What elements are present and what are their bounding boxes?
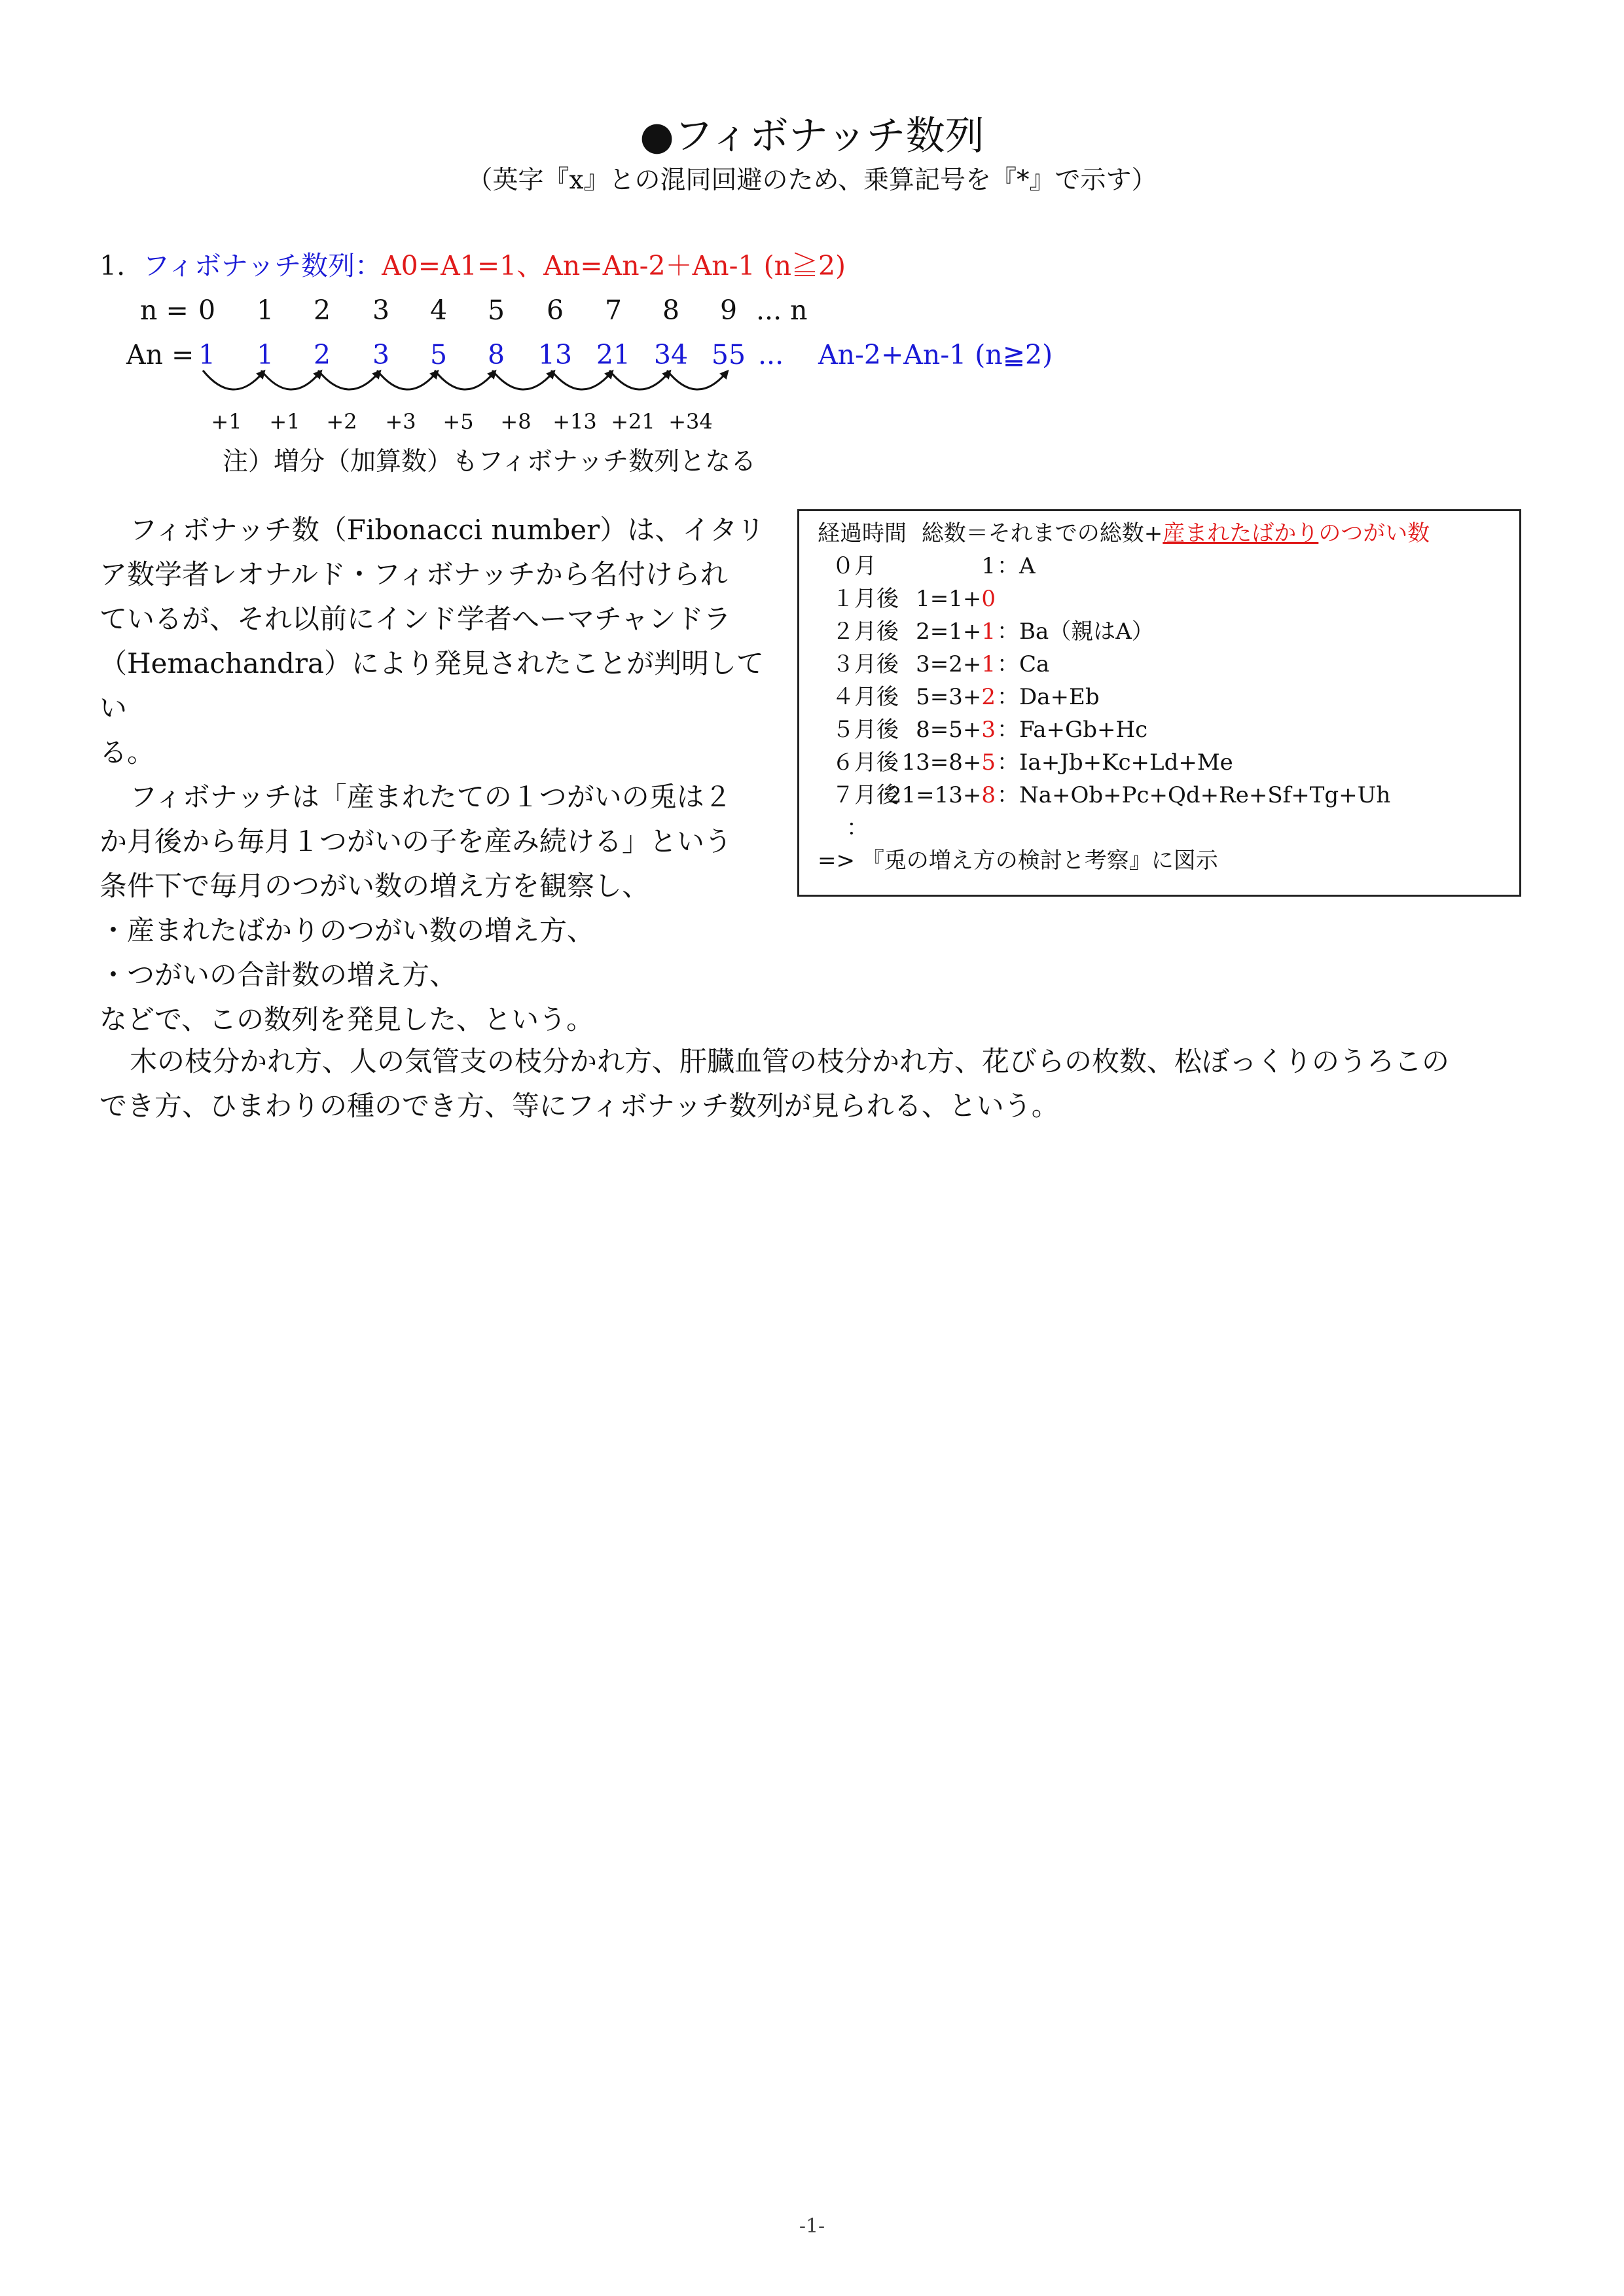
paragraph-origin-line: ア数学者レオナルド・フィボナッチから名付けられ — [99, 558, 728, 590]
box-row-total: 3=2+ — [916, 651, 982, 677]
paragraph-origin — [99, 508, 774, 1042]
an-value: 5 — [429, 339, 448, 370]
section-label: フィボナッチ数列： — [143, 250, 382, 281]
page-subtitle: （英字『x』との混同回避のため、乗算記号を『*』で示す） — [467, 166, 1157, 195]
paragraph-origin-line: ているが、それ以前にインド学者へーマチャンドラ — [99, 603, 731, 635]
box-row-new: 0 — [981, 586, 996, 612]
box-row-total: 13=8+ — [901, 749, 982, 776]
an-row-ellipsis: ... — [758, 339, 784, 370]
box-header-time: 経過時間 — [818, 520, 907, 547]
box-header-total: 総数＝それまでの総数+ — [921, 520, 1163, 547]
box-row-detail: ：Ia+Jb+Kc+Ld+Me — [997, 749, 1233, 776]
an-value: 34 — [653, 339, 689, 370]
box-row-total: 8=5+ — [916, 717, 982, 743]
n-value: 7 — [604, 295, 623, 326]
an-value: 55 — [711, 339, 746, 370]
box-row-new: 1 — [981, 619, 996, 645]
box-footer: => 『兎の増え方の検討と考察』に図示 — [818, 848, 1218, 874]
n-value: 6 — [546, 295, 564, 326]
page-number: -1- — [799, 2215, 825, 2238]
n-value: 0 — [198, 295, 216, 326]
rabbit-table-box — [797, 509, 1521, 897]
section-heading — [99, 247, 846, 284]
paragraph-rabbit-line: フィボナッチは「産まれたての１つがいの兎は２ — [130, 781, 732, 813]
box-row-detail: ：Da+Eb — [997, 684, 1100, 710]
box-row-month: ２月後 — [832, 619, 899, 645]
box-row-total: 5=3+ — [916, 684, 982, 710]
box-row-equation — [888, 780, 996, 811]
page-title: ●フィボナッチ数列 — [640, 113, 984, 159]
box-row-new: 8 — [981, 782, 996, 808]
box-row-equation — [916, 714, 996, 745]
paragraph-origin-line: る。 — [99, 736, 155, 768]
an-value: 1 — [198, 339, 216, 370]
box-row-new: 2 — [981, 684, 996, 710]
box-row-month: １月後 — [832, 586, 899, 612]
increment-value: +34 — [668, 409, 713, 434]
paragraph-rabbit-line: などで、この数列を発見した、という。 — [99, 1003, 594, 1035]
box-row-equation — [916, 681, 996, 713]
an-row-label: An = — [126, 339, 194, 370]
box-header-new: 産まれたばかり — [1163, 520, 1319, 547]
box-row-month: ５月後 — [832, 717, 899, 743]
box-row-month: ３月後 — [832, 651, 899, 677]
box-row-detail: ：Fa+Gb+Hc — [997, 717, 1148, 743]
paragraph-nature-line: でき方、ひまわりの種のでき方、等にフィボナッチ数列が見られる、という。 — [99, 1090, 1059, 1122]
box-row-detail: ：A — [997, 553, 1036, 579]
increment-arc — [203, 370, 262, 389]
an-value: 2 — [313, 339, 331, 370]
increment-arc — [318, 370, 378, 389]
box-row-equation — [916, 583, 996, 615]
paragraph-origin-line: （Hemachandra）により発見されたことが判明してい — [99, 647, 765, 724]
n-value: 9 — [719, 295, 738, 326]
increment-value: +5 — [442, 409, 474, 434]
paragraph-rabbit-line: 条件下で毎月のつがい数の増え方を観察し、 — [99, 870, 650, 902]
increment-arcs — [0, 367, 785, 412]
n-value: 5 — [487, 295, 505, 326]
n-value: 3 — [372, 295, 390, 326]
paragraph-rabbit-line: ・産まれたばかりのつがい数の増え方、 — [99, 914, 595, 946]
box-row-detail: ：Ca — [997, 651, 1050, 677]
box-row-new: 3 — [981, 717, 996, 743]
n-value: 4 — [429, 295, 448, 326]
box-row-new: 1 — [981, 651, 996, 677]
increment-value: +1 — [269, 409, 300, 434]
box-row-detail: ：Na+Ob+Pc+Qd+Re+Sf+Tg+Uh — [997, 782, 1391, 808]
increment-arc — [261, 370, 319, 389]
an-value: 21 — [596, 339, 631, 370]
paragraph-rabbit-line: か月後から毎月１つがいの子を産み続ける」という — [99, 825, 732, 857]
increment-value: +13 — [552, 409, 597, 434]
box-row-total: 21=13+ — [887, 782, 982, 808]
paragraph-origin-line: フィボナッチ数（Fibonacci number）は、イタリ — [130, 514, 765, 546]
paragraph-nature-line: 木の枝分かれ方、人の気管支の枝分かれ方、肝臓血管の枝分かれ方、花びらの枚数、松ぼっくりのうろこの — [130, 1045, 1450, 1077]
box-row-detail: ：Ba（親はA） — [997, 619, 1154, 645]
box-row-equation — [981, 550, 996, 582]
paragraph-nature — [99, 1039, 1449, 1128]
increment-arc — [492, 370, 552, 389]
n-value: 1 — [256, 295, 274, 326]
box-header-suffix: のつがい数 — [1318, 520, 1430, 547]
increment-arc — [667, 370, 726, 389]
box-header — [818, 518, 1430, 549]
an-general-term: An-2+An-1 (n≧2) — [818, 339, 1053, 370]
box-row-total: 1=1+ — [916, 586, 982, 612]
increment-value: +8 — [500, 409, 532, 434]
increment-arc — [377, 370, 436, 389]
increment-value: +3 — [385, 409, 416, 434]
increment-arc — [609, 370, 668, 389]
an-value: 1 — [256, 339, 274, 370]
box-row-total: 1 — [981, 553, 996, 579]
an-value: 3 — [372, 339, 390, 370]
section-number: 1. — [99, 250, 126, 281]
box-row-new: 5 — [981, 749, 996, 776]
increment-arc — [551, 370, 611, 389]
n-value: 8 — [662, 295, 680, 326]
box-row-equation — [901, 747, 996, 778]
increment-value: +2 — [326, 409, 357, 434]
box-row-equation — [916, 616, 996, 647]
box-row-equation — [916, 649, 996, 680]
box-row-month: ７月後 — [832, 782, 899, 808]
n-value: 2 — [313, 295, 331, 326]
box-row-month: ４月後 — [832, 684, 899, 710]
an-value: 8 — [487, 339, 505, 370]
box-row-month: ６月後 — [832, 749, 899, 776]
increment-note: 注）増分（加算数）もフィボナッチ数列となる — [223, 447, 757, 476]
an-value: 13 — [537, 339, 573, 370]
n-row-ellipsis: ... n — [756, 295, 808, 326]
n-row-label: n = — [140, 295, 189, 326]
paragraph-rabbit-line: ・つがいの合計数の増え方、 — [99, 959, 458, 991]
increment-value: +1 — [211, 409, 242, 434]
box-continuation: ： — [846, 815, 869, 841]
box-row-total: 2=1+ — [916, 619, 982, 645]
section-formula: A0=A1=1、An=An-2＋An-1 (n≧2) — [382, 250, 846, 281]
increment-value: +21 — [611, 409, 655, 434]
increment-arc — [435, 370, 494, 389]
box-row-month: ０月 — [832, 553, 876, 579]
